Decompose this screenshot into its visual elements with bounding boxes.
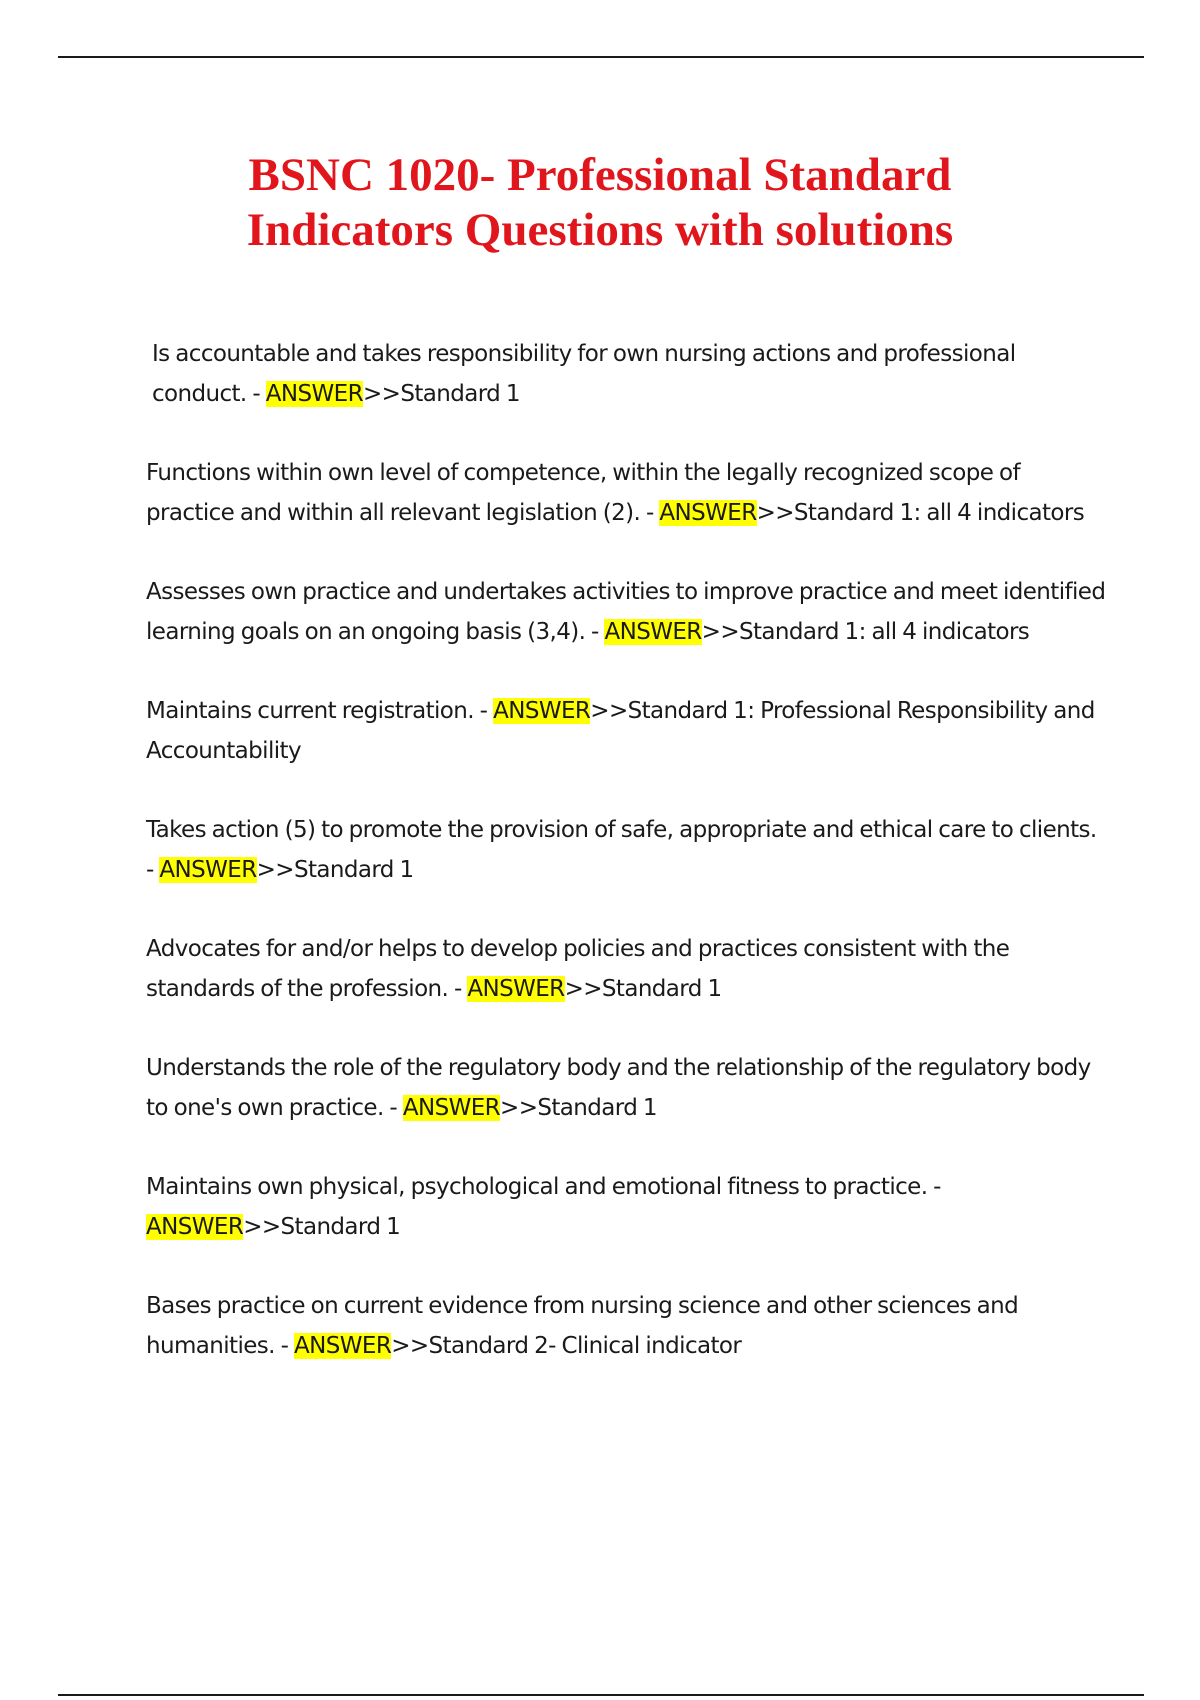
title-line-1: BSNC 1020- Professional Standard <box>248 149 952 201</box>
qa-item <box>146 334 1106 414</box>
answer-text: >>Standard 1 <box>362 381 520 407</box>
title-line-2: Indicators Questions with solutions <box>246 204 954 256</box>
answer-highlight: ANSWER <box>265 381 363 407</box>
question-text: Is accountable and takes responsibility for own nursing actions and professional conduct. - <box>152 341 1016 407</box>
question-text: Advocates for and/or helps to develop policies and practices consistent with the standards of the profession. - <box>146 936 1010 1002</box>
question-text: Bases practice on current evidence from nursing science and other sciences and humanities. - <box>146 1293 1019 1359</box>
qa-item <box>146 453 1106 533</box>
qa-item <box>146 572 1106 652</box>
bottom-rule <box>58 1694 1144 1696</box>
answer-highlight: ANSWER <box>146 1214 244 1240</box>
answer-text: >>Standard 1 <box>243 1214 401 1240</box>
top-rule <box>58 56 1144 58</box>
question-text: Maintains current registration. - <box>146 698 494 724</box>
answer-highlight: ANSWER <box>467 976 565 1002</box>
qa-item <box>146 929 1106 1009</box>
qa-item <box>146 691 1106 771</box>
qa-item <box>146 1167 1106 1247</box>
answer-highlight: ANSWER <box>159 857 257 883</box>
answer-text: >>Standard 1 <box>256 857 414 883</box>
question-text: Understands the role of the regulatory body and the relationship of the regulatory body to one's own practice. - <box>146 1055 1091 1121</box>
document-title <box>100 148 1100 258</box>
answer-highlight: ANSWER <box>604 619 702 645</box>
answer-text: >>Standard 1: Professional Responsibility and Accountability <box>146 698 1095 764</box>
qa-item <box>146 810 1106 890</box>
qa-item <box>146 1286 1106 1366</box>
answer-highlight: ANSWER <box>659 500 757 526</box>
answer-text: >>Standard 1: all 4 indicators <box>756 500 1085 526</box>
answer-text: >>Standard 1: all 4 indicators <box>701 619 1030 645</box>
answer-highlight: ANSWER <box>402 1095 501 1121</box>
answer-text: >>Standard 2- Clinical indicator <box>391 1333 742 1359</box>
answer-highlight: ANSWER <box>493 698 591 724</box>
answer-text: >>Standard 1 <box>564 976 722 1002</box>
question-text: Functions within own level of competence, within the legally recognized scope of practice and within all relevant legislation (2). - <box>146 460 1021 526</box>
qa-item <box>146 1048 1106 1128</box>
question-text: Maintains own physical, psychological and emotional fitness to practice. - <box>146 1174 941 1200</box>
answer-highlight: ANSWER <box>294 1333 392 1359</box>
answer-text: >>Standard 1 <box>500 1095 657 1121</box>
question-answer-list <box>146 334 1106 1405</box>
question-text: Takes action (5) to promote the provision of safe, appropriate and ethical care to clients. - <box>146 817 1097 883</box>
question-text: Assesses own practice and undertakes activities to improve practice and meet identified learning goals on an ongoing basis (3,4). - <box>146 579 1106 645</box>
